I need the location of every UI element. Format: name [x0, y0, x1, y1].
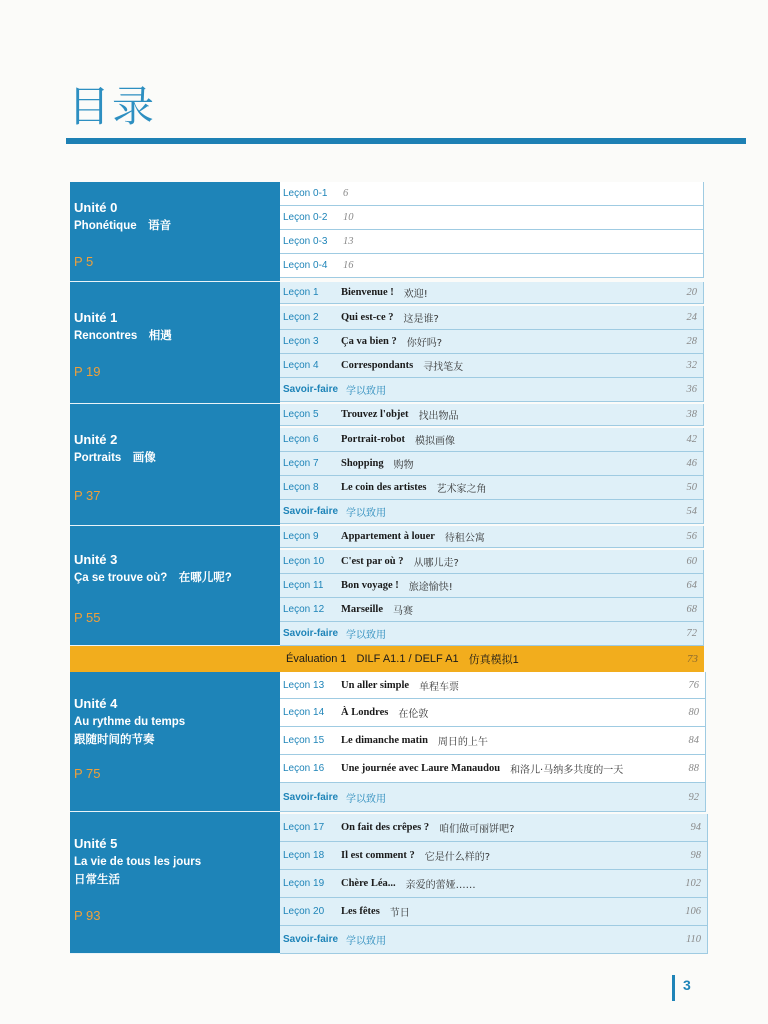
evaluation-zh: 仿真模拟1 [468, 654, 519, 666]
unit-block[interactable] [70, 182, 280, 282]
lesson-page: 36 [686, 384, 697, 395]
lesson-title-zh: 这是谁? [403, 314, 439, 325]
lesson-title-zh: 你好吗? [406, 338, 443, 349]
unit-block[interactable] [70, 672, 280, 812]
lesson-title-zh: 寻找笔友 [423, 362, 464, 373]
lesson-page: 42 [686, 434, 697, 445]
lesson-title-zh: 亲爱的蕾娅…… [405, 880, 476, 891]
evaluation-row[interactable] [70, 646, 704, 672]
evaluation-exam: DILF A1.1 / DELF A1 [356, 653, 459, 665]
lesson-title-fr: On fait des crêpes ? [341, 822, 430, 833]
unit-block[interactable] [70, 812, 280, 954]
unit-block[interactable] [70, 404, 280, 526]
lesson-title-fr: Le dimanche matin [341, 735, 428, 746]
lesson-label: Leçon 20 [283, 906, 325, 917]
lesson-label: Leçon 14 [283, 707, 325, 718]
lesson-title-fr: Un aller simple [341, 679, 410, 691]
lesson-page: 94 [690, 822, 701, 833]
lesson-row[interactable] [280, 926, 708, 954]
lesson-page: 110 [686, 934, 701, 945]
unit-page: P 37 [74, 488, 101, 503]
lesson-title-fr: Une journée avec Laure Manaudou [341, 763, 501, 774]
lesson-label: Leçon 8 [283, 482, 319, 493]
lesson-page: 60 [686, 556, 697, 567]
lesson-label: Leçon 0-4 [283, 260, 328, 271]
lesson-title-fr: Les fêtes [341, 906, 380, 917]
lesson-page: 64 [686, 580, 697, 591]
lesson-title-zh: 和洛儿·马纳多共度的一天 [510, 765, 624, 776]
lesson-page: 72 [686, 628, 697, 639]
lesson-label: Leçon 0-2 [283, 212, 328, 223]
lesson-row[interactable] [280, 622, 704, 646]
lesson-page: 13 [343, 236, 354, 247]
lesson-label: Leçon 0-1 [283, 188, 328, 199]
lesson-row[interactable] [280, 699, 706, 727]
savoir-faire-zh: 学以致用 [346, 793, 387, 805]
lesson-label: Leçon 1 [283, 287, 319, 298]
unit-title: Unité 2 [74, 432, 118, 447]
lesson-label: Leçon 9 [283, 531, 319, 542]
lesson-page: 88 [688, 763, 699, 774]
lesson-title-zh: 周日的上午 [437, 737, 488, 748]
lesson-title-zh: 模拟画像 [414, 436, 455, 447]
lesson-row[interactable] [280, 354, 704, 378]
lesson-row[interactable] [280, 378, 704, 402]
lesson-label: Leçon 19 [283, 878, 325, 889]
lesson-row[interactable] [280, 842, 708, 870]
lesson-row[interactable] [280, 182, 704, 206]
lesson-title-zh: 待租公寓 [444, 533, 485, 544]
lesson-title-fr: Appartement à louer [341, 531, 435, 542]
lesson-title-fr: Portrait-robot [341, 434, 405, 445]
unit-subtitle: Rencontres 相遇 [74, 330, 172, 342]
unit-page: P 93 [74, 908, 101, 923]
lesson-label: Leçon 4 [283, 360, 319, 371]
lesson-label: Leçon 5 [283, 409, 319, 420]
lesson-row[interactable] [280, 206, 704, 230]
lesson-row[interactable] [280, 404, 704, 426]
lesson-page: 92 [688, 791, 699, 803]
lesson-row[interactable] [280, 330, 704, 354]
lesson-title-zh: 旅途愉快! [408, 582, 453, 593]
lesson-row[interactable] [280, 574, 704, 598]
lesson-page: 106 [685, 906, 701, 917]
lesson-row[interactable] [280, 755, 706, 783]
lesson-title-zh: 欢迎! [403, 289, 428, 300]
table-of-contents [70, 182, 710, 954]
lesson-row[interactable] [280, 727, 706, 755]
lesson-title-fr: À Londres [341, 707, 389, 718]
lesson-page: 80 [688, 707, 699, 718]
lesson-page: 102 [685, 878, 701, 889]
lesson-row[interactable] [280, 282, 704, 304]
unit-title: Unité 4 [74, 696, 118, 711]
savoir-faire-zh: 学以致用 [346, 936, 387, 947]
lesson-page: 68 [686, 604, 697, 615]
lesson-title-fr: Qui est-ce ? [341, 312, 394, 323]
lesson-row[interactable] [280, 476, 704, 500]
lesson-label: Leçon 0-3 [283, 236, 328, 247]
unit-block[interactable] [70, 526, 280, 646]
lesson-row[interactable] [280, 598, 704, 622]
unit-subtitle: Portraits 画像 [74, 452, 156, 464]
savoir-faire-label: Savoir-faire [283, 791, 339, 803]
lesson-title-fr: Chère Léa... [341, 878, 396, 889]
unit-subtitle: Phonétique 语音 [74, 220, 172, 232]
lesson-page: 56 [686, 531, 697, 542]
lesson-row[interactable] [280, 814, 708, 842]
lesson-row[interactable] [280, 870, 708, 898]
lesson-title-fr: Marseille [341, 604, 383, 615]
lesson-page: 32 [686, 360, 697, 371]
unit-title: Unité 0 [74, 200, 118, 215]
unit-page: P 5 [74, 254, 94, 269]
lesson-title-zh: 单程车票 [419, 681, 460, 693]
unit-subtitle: Au rythme du temps [74, 716, 186, 728]
lesson-title-zh: 购物 [393, 460, 414, 471]
page-title: 目录 [68, 82, 157, 131]
lesson-title-fr: Bienvenue ! [341, 287, 394, 298]
lesson-page: 98 [690, 850, 701, 861]
savoir-faire-zh: 学以致用 [346, 630, 387, 641]
lesson-page: 50 [686, 482, 697, 493]
lesson-title-fr: Trouvez l'objet [341, 409, 409, 420]
lesson-title-fr: Correspondants [341, 360, 414, 371]
lesson-row[interactable] [280, 672, 706, 699]
lesson-page: 10 [343, 212, 354, 223]
lesson-label: Leçon 16 [283, 763, 325, 774]
lesson-title-zh: 它是什么样的? [424, 852, 491, 863]
lesson-title-zh: 从哪儿走? [413, 558, 459, 569]
lesson-label: Leçon 2 [283, 312, 319, 323]
lesson-page: 46 [686, 458, 697, 469]
lesson-page: 76 [688, 679, 699, 691]
lesson-label: Leçon 7 [283, 458, 319, 469]
savoir-faire-zh: 学以致用 [346, 386, 387, 397]
lesson-title-zh: 在伦敦 [398, 709, 429, 720]
unit-title: Unité 1 [74, 310, 118, 325]
unit-subtitle: La vie de tous les jours [74, 856, 202, 868]
lesson-label: Leçon 18 [283, 850, 325, 861]
lesson-label: Leçon 10 [283, 556, 325, 567]
lesson-title-fr: Shopping [341, 458, 384, 469]
unit-title: Unité 3 [74, 552, 118, 567]
lesson-row[interactable] [280, 452, 704, 476]
unit-block[interactable] [70, 282, 280, 404]
lesson-row[interactable] [280, 898, 708, 926]
lesson-label: Leçon 12 [283, 604, 325, 615]
lesson-page: 38 [686, 409, 697, 420]
lesson-page: 16 [343, 260, 354, 271]
lesson-page: 54 [686, 506, 697, 517]
savoir-faire-label: Savoir-faire [283, 934, 339, 945]
lesson-row[interactable] [280, 500, 704, 524]
lesson-row[interactable] [280, 254, 704, 278]
lesson-title-fr: Il est comment ? [341, 850, 415, 861]
unit-subtitle: 日常生活 [74, 874, 120, 886]
page-number: 3 [672, 975, 691, 1001]
lesson-title-zh: 咱们做可丽饼吧? [439, 824, 515, 835]
lesson-label: Leçon 17 [283, 822, 325, 833]
lesson-row[interactable] [280, 428, 704, 452]
unit-page: P 19 [74, 364, 101, 379]
lesson-row[interactable] [280, 230, 704, 254]
evaluation-label: Évaluation 1 [286, 653, 347, 665]
lesson-label: Leçon 15 [283, 735, 325, 746]
lesson-page: 84 [688, 735, 699, 746]
lesson-page: 28 [686, 336, 697, 347]
lesson-title-zh: 节日 [389, 908, 410, 919]
title-rule [66, 138, 746, 144]
lesson-label: Leçon 13 [283, 679, 325, 691]
savoir-faire-zh: 学以致用 [346, 508, 387, 519]
lesson-label: Leçon 3 [283, 336, 319, 347]
unit-subtitle: 跟随时间的节奏 [74, 734, 155, 746]
lesson-title-fr: Le coin des artistes [341, 482, 427, 493]
lesson-page: 20 [686, 287, 697, 298]
lesson-row[interactable] [280, 306, 704, 330]
lesson-label: Leçon 11 [283, 580, 324, 591]
lesson-row[interactable] [280, 783, 706, 812]
lesson-title-fr: C'est par où ? [341, 556, 404, 567]
lesson-page: 6 [343, 188, 349, 199]
lesson-row[interactable] [280, 526, 704, 548]
lesson-title-zh: 找出物品 [418, 411, 459, 422]
lesson-label: Leçon 6 [283, 434, 319, 445]
savoir-faire-label: Savoir-faire [283, 384, 339, 395]
lesson-title-fr: Bon voyage ! [341, 580, 399, 591]
savoir-faire-label: Savoir-faire [283, 506, 339, 517]
unit-page: P 55 [74, 610, 101, 625]
unit-title: Unité 5 [74, 836, 118, 851]
evaluation-page: 73 [687, 653, 698, 665]
unit-subtitle: Ça se trouve où? 在哪儿呢? [74, 572, 232, 584]
lesson-title-zh: 艺术家之角 [436, 484, 487, 495]
unit-page: P 75 [74, 766, 101, 781]
lesson-title-zh: 马赛 [392, 606, 413, 617]
savoir-faire-label: Savoir-faire [283, 628, 339, 639]
lesson-page: 24 [686, 312, 697, 323]
lesson-title-fr: Ça va bien ? [341, 336, 397, 347]
lesson-row[interactable] [280, 550, 704, 574]
